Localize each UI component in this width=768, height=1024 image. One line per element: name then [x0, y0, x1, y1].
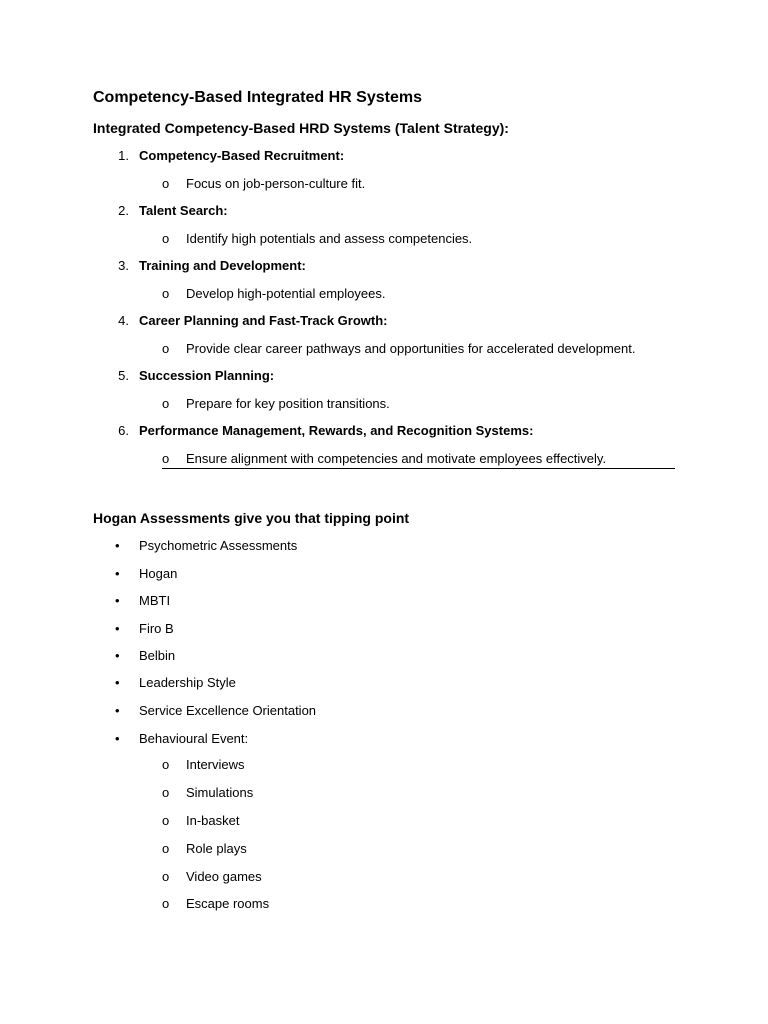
bullet-text: Leadership Style	[139, 675, 236, 690]
sub-item-text: Escape rooms	[186, 896, 270, 911]
sub-bullet-marker: o	[162, 231, 170, 246]
bullet-marker: •	[115, 621, 120, 636]
sub-item-text: Ensure alignment with competencies and motivate employees effectively.	[186, 451, 607, 466]
sub-item-text: Prepare for key position transitions.	[186, 396, 390, 411]
bullet-text: Behavioural Event:	[139, 731, 249, 746]
bullet-marker: •	[115, 538, 120, 553]
bullet-marker: •	[115, 731, 120, 746]
bullet-marker: •	[115, 703, 120, 718]
item-number: 2.	[118, 203, 129, 218]
bullet-marker: •	[115, 566, 120, 581]
item-number: 1.	[118, 148, 129, 163]
sub-bullet-marker: o	[162, 841, 170, 856]
bullet-text: MBTI	[139, 593, 171, 608]
sub-bullet-marker: o	[162, 286, 170, 301]
bullet-text: Firo B	[139, 621, 174, 636]
item-label: Performance Management, Rewards, and Recognition Systems:	[139, 423, 534, 438]
sub-item-text: Simulations	[186, 785, 254, 800]
bullet-marker: •	[115, 648, 120, 663]
horizontal-rule	[162, 468, 675, 469]
sub-item-text: Role plays	[186, 841, 247, 856]
bullet-text: Hogan	[139, 566, 178, 581]
sub-bullet-marker: o	[162, 341, 170, 356]
sub-item-text: Interviews	[186, 757, 245, 772]
sub-item-text: Identify high potentials and assess competencies.	[186, 231, 473, 246]
sub-item-text: Video games	[186, 869, 262, 884]
sub-bullet-marker: o	[162, 176, 170, 191]
item-number: 4.	[118, 313, 129, 328]
sub-bullet-marker: o	[162, 451, 170, 466]
sub-item-text: Focus on job-person-culture fit.	[186, 176, 366, 191]
bullet-marker: •	[115, 593, 120, 608]
sub-bullet-marker: o	[162, 785, 170, 800]
sub-bullet-marker: o	[162, 813, 170, 828]
page-title: Competency-Based Integrated HR Systems	[93, 89, 422, 106]
sub-item-text: In-basket	[186, 813, 240, 828]
item-label: Succession Planning:	[139, 368, 275, 383]
sub-bullet-marker: o	[162, 869, 170, 884]
sub-item-text: Provide clear career pathways and opportunities for accelerated development.	[186, 341, 636, 356]
item-label: Talent Search:	[139, 203, 228, 218]
sub-bullet-marker: o	[162, 896, 170, 911]
item-number: 5.	[118, 368, 129, 383]
bullet-text: Psychometric Assessments	[139, 538, 298, 553]
item-label: Competency-Based Recruitment:	[139, 148, 345, 163]
section-heading-hogan: Hogan Assessments give you that tipping point	[93, 510, 410, 526]
sub-bullet-marker: o	[162, 757, 170, 772]
sub-bullet-marker: o	[162, 396, 170, 411]
item-number: 6.	[118, 423, 129, 438]
item-label: Training and Development:	[139, 258, 306, 273]
section-heading-talent-strategy: Integrated Competency-Based HRD Systems (Talent Strategy):	[93, 120, 509, 136]
bullet-marker: •	[115, 675, 120, 690]
sub-item-text: Develop high-potential employees.	[186, 286, 386, 301]
item-label: Career Planning and Fast-Track Growth:	[139, 313, 388, 328]
bullet-text: Belbin	[139, 648, 176, 663]
bullet-text: Service Excellence Orientation	[139, 703, 317, 718]
item-number: 3.	[118, 258, 129, 273]
